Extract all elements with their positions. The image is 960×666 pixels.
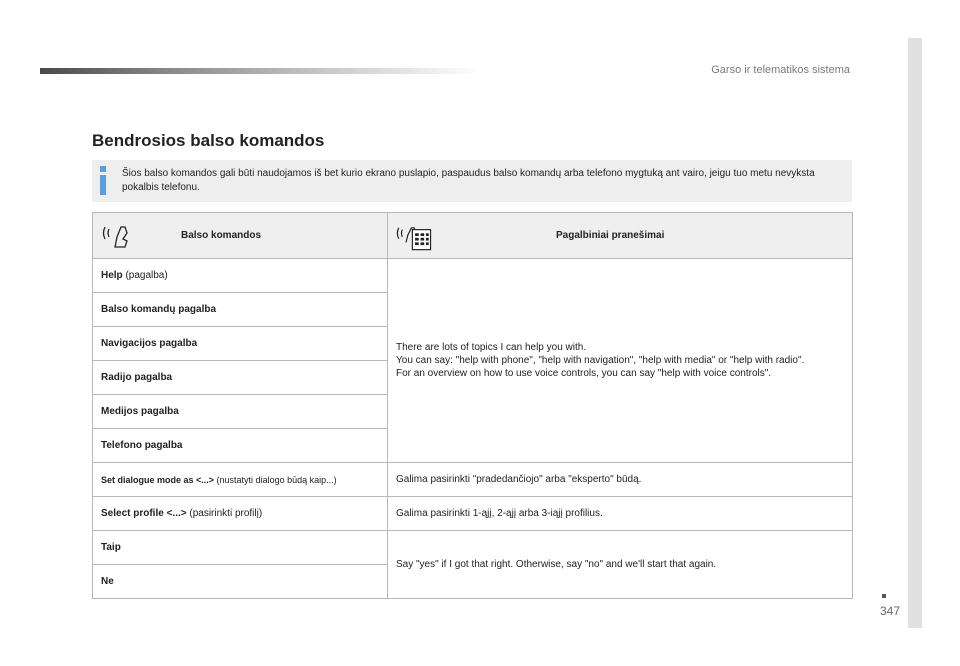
header-gradient-bar: [40, 68, 480, 74]
info-box: [92, 160, 852, 202]
command-cell: Ne: [93, 565, 388, 599]
table-header-row: [93, 213, 853, 259]
info-icon: [98, 166, 108, 196]
voice-message-icon: [396, 219, 436, 253]
command-cell: Taip: [93, 531, 388, 565]
help-response-cell: [388, 259, 853, 463]
response-line: You can say: "help with phone", "help with navigation", "help with media" or "help with radio".: [396, 355, 805, 366]
col-header-commands: [93, 213, 388, 259]
response-line: For an overview on how to use voice controls, you can say "help with voice controls".: [396, 368, 772, 379]
command-cell: Select profile <...> (pasirinkti profilį): [93, 497, 388, 531]
voice-command-icon: [101, 219, 141, 253]
command-cell: Medijos pagalba: [93, 395, 388, 429]
response-cell: Galima pasirinkti 1-ąjį, 2-ąjį arba 3-iąjį profilius.: [388, 497, 853, 531]
col-header-messages: [388, 213, 853, 259]
voice-commands-table: [92, 212, 853, 599]
col-header-commands-label: Balso komandos: [181, 230, 262, 241]
command-cell: Balso komandų pagalba: [93, 293, 388, 327]
confirm-response-cell: Say "yes" if I got that right. Otherwise, say "no" and we'll start that again.: [388, 531, 853, 599]
page-marker: [882, 594, 886, 598]
command-cell: Radijo pagalba: [93, 361, 388, 395]
col-header-messages-label: Pagalbiniai pranešimai: [556, 230, 665, 241]
command-cell: Navigacijos pagalba: [93, 327, 388, 361]
info-text: Šios balso komandos gali būti naudojamos iš bet kurio ekrano puslapio, paspaudus balso komandų arba telefono mygtuką ant vairo, jeigu tuo metu nevyksta pokalbis telefonu.: [122, 168, 815, 193]
table-row: [93, 497, 853, 531]
command-cell: Set dialogue mode as <...> (nustatyti dialogo būdą kaip...): [93, 463, 388, 497]
section-title: Garso ir telematikos sistema: [711, 64, 850, 76]
table-row: [93, 259, 853, 293]
table-row: [93, 463, 853, 497]
table-row: [93, 531, 853, 565]
response-cell: Galima pasirinkti "pradedančiojo" arba "eksperto" būdą.: [388, 463, 853, 497]
page-number: 347: [880, 604, 901, 618]
page-edge-strip: [908, 38, 922, 628]
page-title: Bendrosios balso komandos: [92, 131, 325, 150]
command-cell: Telefono pagalba: [93, 429, 388, 463]
response-line: There are lots of topics I can help you with.: [396, 342, 587, 353]
command-cell: Help (pagalba): [93, 259, 388, 293]
